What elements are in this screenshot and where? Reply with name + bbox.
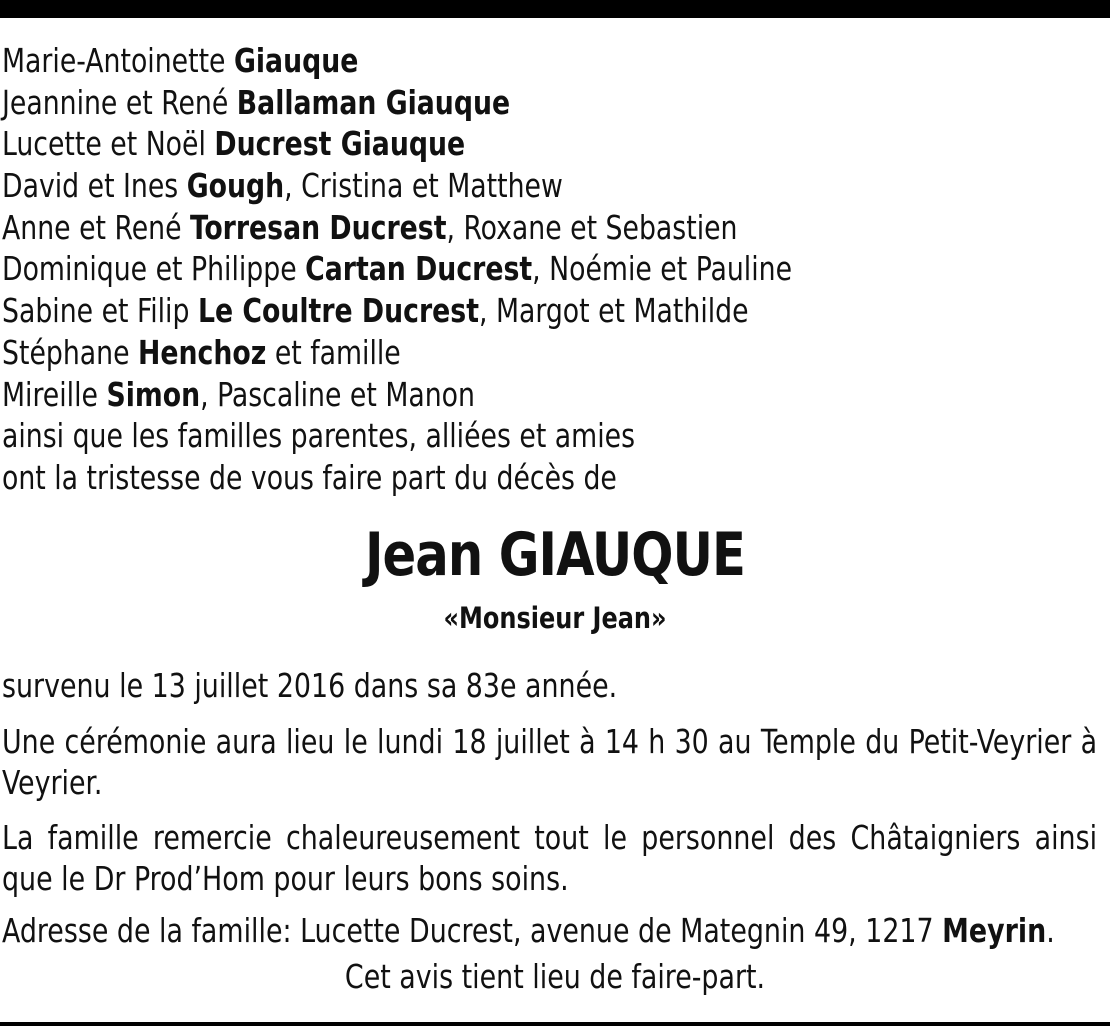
closing-note: Cet avis tient lieu de faire-part. [344, 957, 766, 996]
family-line: ainsi que les familles parentes, alliées et amies [2, 416, 636, 456]
family-line: Stéphane Henchoz et famille [2, 332, 401, 372]
family-line: Anne et René Torresan Ducrest, Roxane et Sebastien [2, 207, 738, 247]
family-line: ont la tristesse de vous faire part du décès de [2, 457, 617, 497]
family-line: Mireille Simon, Pascaline et Manon [2, 374, 475, 414]
family-list [2, 40, 992, 499]
deceased-nickname: «Monsieur Jean» [443, 601, 667, 635]
ceremony-text: Une cérémonie aura lieu le lundi 18 juillet à 14 h 30 au Temple du Petit-Veyrier à Veyrier. [2, 722, 1098, 802]
family-line: Sabine et Filip Le Coultre Ducrest, Margot et Mathilde [2, 291, 749, 331]
thanks-text: La famille remercie chaleureusement tout le personnel des Châtaigniers ainsi que le Dr Prod’Hom pour leurs bons soins. [2, 818, 1098, 898]
family-line: David et Ines Gough, Cristina et Matthew [2, 166, 563, 206]
top-rule [0, 0, 1110, 18]
address-city: Meyrin [942, 911, 1047, 950]
family-line: Dominique et Philippe Cartan Ducrest, Noémie et Pauline [2, 249, 793, 289]
family-line: Marie-Antoinette Giauque [2, 41, 359, 80]
death-notice-text: survenu le 13 juillet 2016 dans sa 83e année. [2, 666, 618, 705]
bottom-rule [0, 1022, 1110, 1026]
deceased-name: Jean GIAUQUE [364, 520, 745, 590]
family-address: Adresse de la famille: Lucette Ducrest, avenue de Mategnin 49, 1217 Meyrin. [2, 911, 1055, 950]
family-line: Lucette et Noël Ducrest Giauque [2, 124, 466, 164]
family-line: Jeannine et René Ballaman Giauque [2, 82, 511, 122]
